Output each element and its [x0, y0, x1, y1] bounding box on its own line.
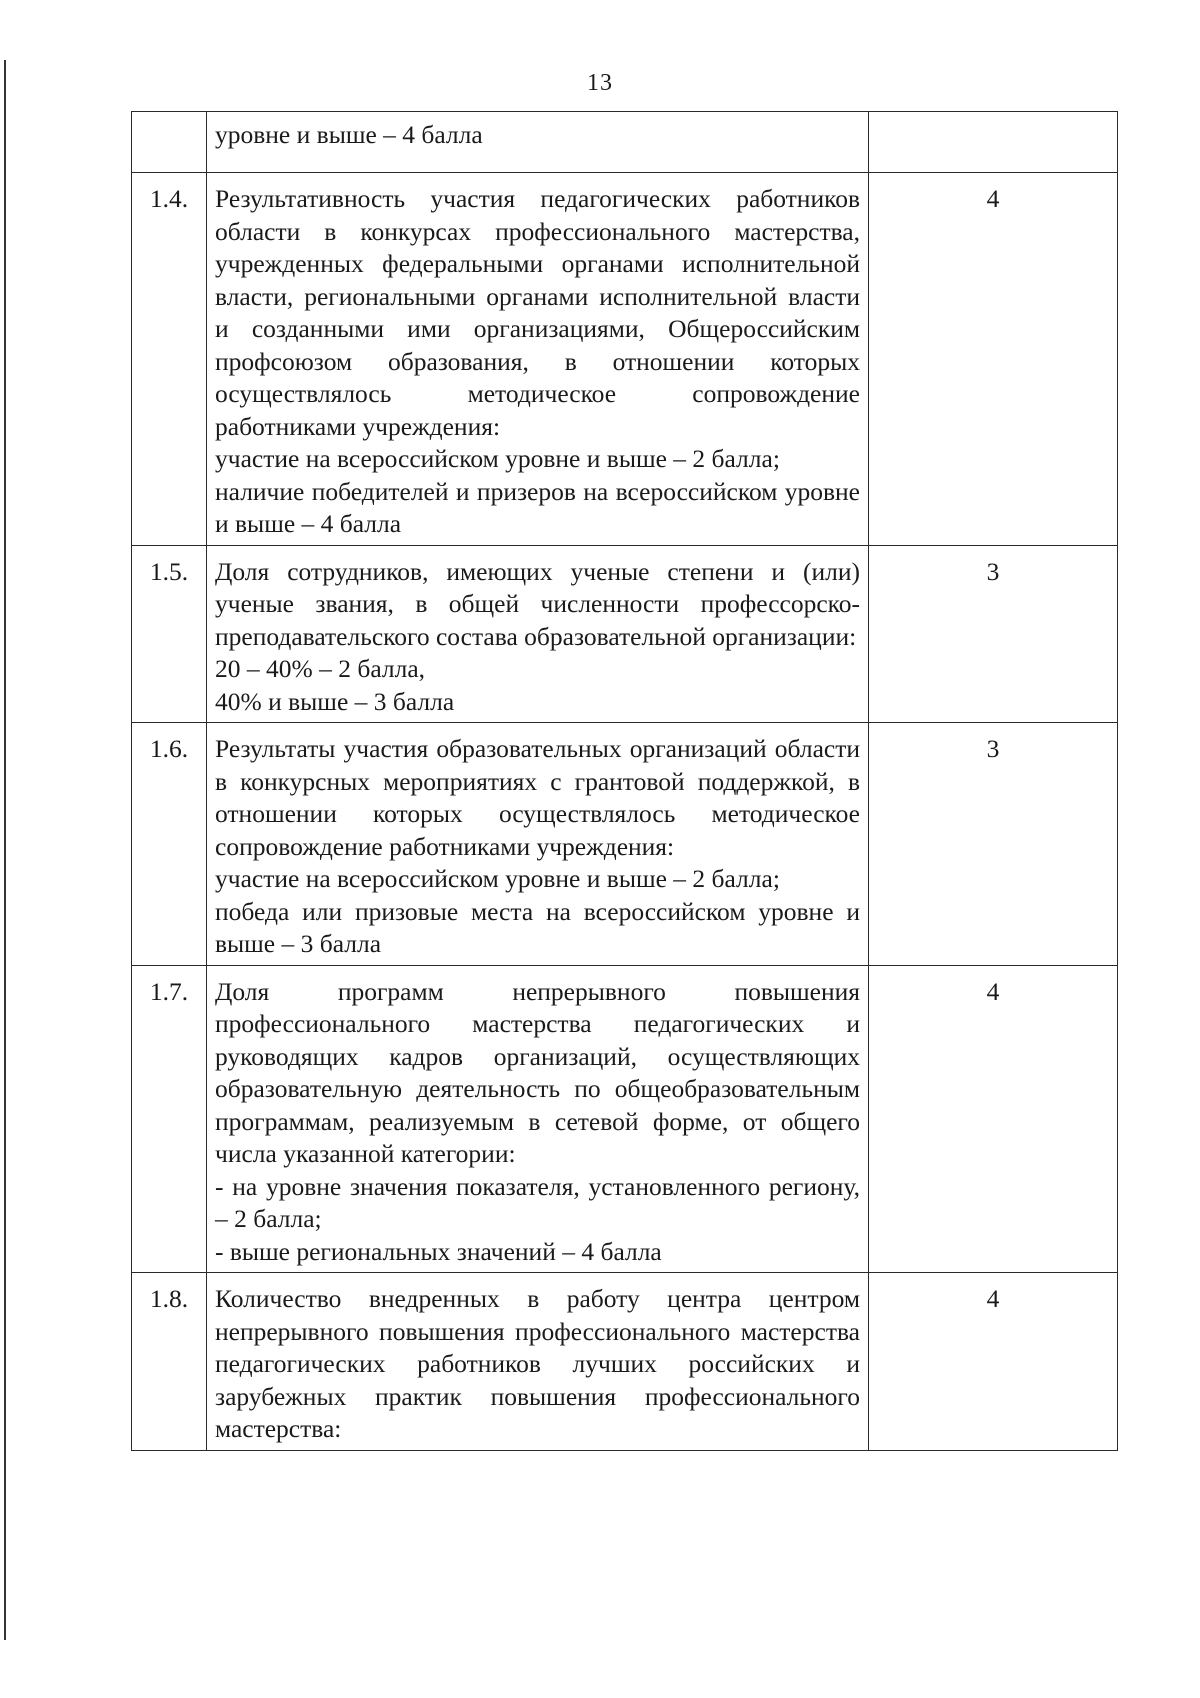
description-line: уровне и выше – 4 балла	[215, 120, 483, 149]
row-number	[132, 112, 207, 173]
page-number: 13	[587, 70, 613, 96]
row-number: 1.8.	[132, 1273, 207, 1451]
row-description	[207, 965, 869, 1273]
description-line: - на уровне значения показателя, установленного региону, – 2 балла;	[215, 1171, 860, 1233]
row-number: 1.5.	[132, 545, 207, 723]
criteria-table	[131, 111, 1118, 1451]
description-line: участие на всероссийском уровне и выше – 2 балла;	[215, 864, 780, 893]
row-description	[207, 1273, 869, 1451]
table-row	[132, 1273, 1118, 1451]
table-row	[132, 545, 1118, 723]
table-row	[132, 965, 1118, 1273]
row-description	[207, 723, 869, 966]
description-line: 40% и выше – 3 балла	[215, 686, 455, 716]
description-line: участие на всероссийском уровне и выше – 2 балла;	[215, 444, 780, 473]
row-number: 1.7.	[132, 965, 207, 1273]
description-line: Результаты участия образовательных организаций области в конкурсных мероприятиях с грантовой поддержкой, в отношении которых осуществлялось методическое сопровождение работниками учреждения:	[215, 734, 860, 861]
row-score	[869, 112, 1118, 173]
table-row	[132, 723, 1118, 966]
row-number: 1.4.	[132, 173, 207, 546]
row-description	[207, 173, 869, 546]
row-score: 3	[869, 545, 1118, 723]
row-score: 3	[869, 723, 1118, 966]
description-line: наличие победителей и призеров на всероссийском уровне и выше – 4 балла	[215, 476, 860, 538]
description-line: Доля сотрудников, имеющих ученые степени и (или) ученые звания, в общей численности профессорско-преподавательского состава образовательной организации:	[215, 556, 860, 651]
scan-left-edge	[4, 60, 6, 1640]
row-score: 4	[869, 173, 1118, 546]
row-score: 4	[869, 1273, 1118, 1451]
table-row	[132, 112, 1118, 173]
description-line: Результативность участия педагогических работников области в конкурсах профессионального мастерства, учрежденных федеральными органами исполнительной власти, региональными органами исполнительной власти и созданными ими организациями, Общероссийским профсоюзом образования, в отношении которых осуществлялось методическое сопровождение работниками учреждения:	[215, 184, 860, 441]
description-line: Доля программ непрерывного повышения профессионального мастерства педагогических и руководящих кадров организаций, осуществляющих образовательную деятельность по общеобразовательным программам, реализуемым в сетевой форме, от общего числа указанной категории:	[215, 976, 860, 1168]
description-line: - выше региональных значений – 4 балла	[215, 1236, 662, 1266]
description-line: 20 – 40% – 2 балла,	[215, 654, 426, 683]
description-line: Количество внедренных в работу центра центром непрерывного повышения профессионального мастерства педагогических работников лучших российских и зарубежных практик повышения профессионального мастерства:	[215, 1284, 860, 1443]
row-description	[207, 112, 869, 173]
description-line: победа или призовые места на всероссийском уровне и выше – 3 балла	[215, 896, 860, 958]
row-score: 4	[869, 965, 1118, 1273]
table-row	[132, 173, 1118, 546]
row-description	[207, 545, 869, 723]
row-number: 1.6.	[132, 723, 207, 966]
